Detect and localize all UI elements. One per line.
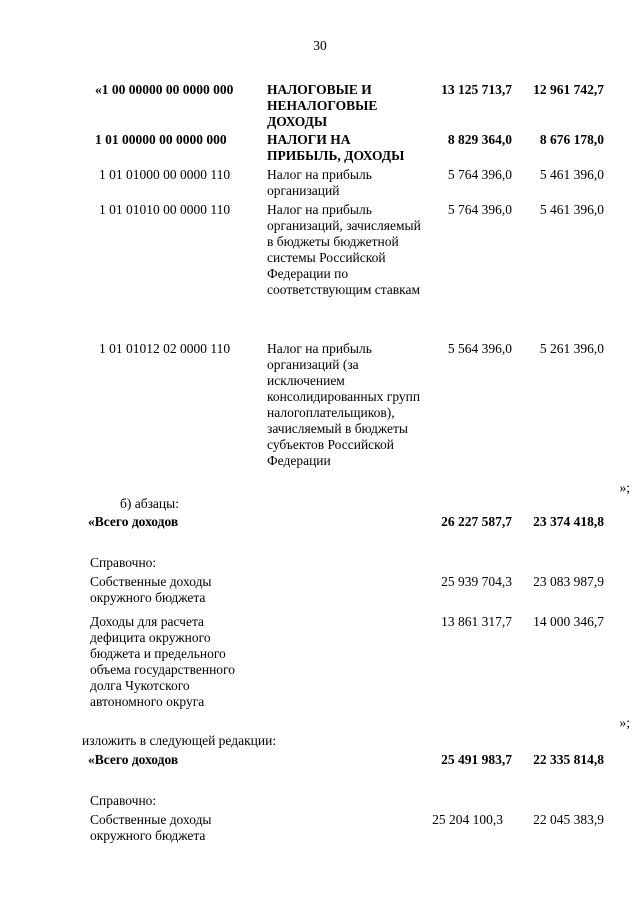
total-income-value-2022-1: 23 374 418,8 (533, 514, 604, 529)
row-value-2022-4: 5 461 396,0 (539, 202, 604, 217)
row-value-2021-4: 5 764 396,0 (447, 202, 512, 217)
total-income-label-1: «Всего доходов (88, 514, 179, 529)
row-name-2: НАЛОГИ НА ПРИБЫЛЬ, ДОХОДЫ (267, 132, 405, 163)
closing-quote-2: »; (619, 715, 630, 730)
row-code-3: 1 01 01000 00 0000 110 (99, 167, 231, 182)
total-income-value-2022-2: 22 335 814,8 (533, 752, 604, 767)
row-value-2022-3: 5 461 396,0 (539, 167, 604, 182)
reference-label-1: Справочно: (90, 555, 157, 570)
row-value-2021-3: 5 764 396,0 (447, 167, 512, 182)
row-name-5: Налог на прибыль организаций (за исключением консолидированных групп налогоплательщиков), зачисляемый в бюджеты субъектов Российской Федерации (267, 341, 421, 468)
own-income-label-2: Собственные доходы окружного бюджета (90, 812, 212, 843)
own-income-value-2021-1: 25 939 704,3 (441, 574, 512, 589)
row-code-2: 1 01 00000 00 0000 000 (95, 132, 227, 147)
own-income-value-2022-2: 22 045 383,9 (533, 812, 604, 827)
row-name-1: НАЛОГОВЫЕ И НЕНАЛОГОВЫЕ ДОХОДЫ (267, 82, 378, 129)
total-income-value-2021-1: 26 227 587,7 (441, 514, 512, 529)
deficit-income-label: Доходы для расчета дефицита окружного бюджета и предельного объема государственного долга Чукотского автономного округа (90, 614, 236, 709)
row-name-3: Налог на прибыль организаций (267, 167, 372, 198)
row-code-1: «1 00 00000 00 0000 000 (95, 82, 234, 97)
row-value-2021-2: 8 829 364,0 (447, 132, 512, 147)
own-income-value-2022-1: 23 083 987,9 (533, 574, 604, 589)
page-number: 30 (313, 38, 327, 53)
row-value-2021-5: 5 564 396,0 (447, 341, 512, 356)
row-value-2022-2: 8 676 178,0 (539, 132, 604, 147)
closing-quote-1: »; (619, 480, 630, 495)
own-income-value-2021-2: 25 204 100,3 (432, 812, 503, 827)
reference-label-2: Справочно: (90, 793, 157, 808)
total-income-value-2021-2: 25 491 983,7 (441, 752, 512, 767)
row-name-4: Налог на прибыль организаций, зачисляемый в бюджеты бюджетной системы Российской Федерации по соответствующим ставкам (267, 202, 421, 297)
deficit-income-value-2021: 13 861 317,7 (441, 614, 512, 629)
own-income-label-1: Собственные доходы окружного бюджета (90, 574, 212, 605)
edit-instruction: изложить в следующей редакции: (82, 733, 277, 748)
row-value-2022-5: 5 261 396,0 (539, 341, 604, 356)
row-value-2021-1: 13 125 713,7 (441, 82, 512, 97)
paragraph-b-heading: б) абзацы: (120, 496, 179, 511)
row-value-2022-1: 12 961 742,7 (533, 82, 604, 97)
row-code-5: 1 01 01012 02 0000 110 (99, 341, 231, 356)
deficit-income-value-2022: 14 000 346,7 (533, 614, 604, 629)
row-code-4: 1 01 01010 00 0000 110 (99, 202, 231, 217)
total-income-label-2: «Всего доходов (88, 752, 179, 767)
